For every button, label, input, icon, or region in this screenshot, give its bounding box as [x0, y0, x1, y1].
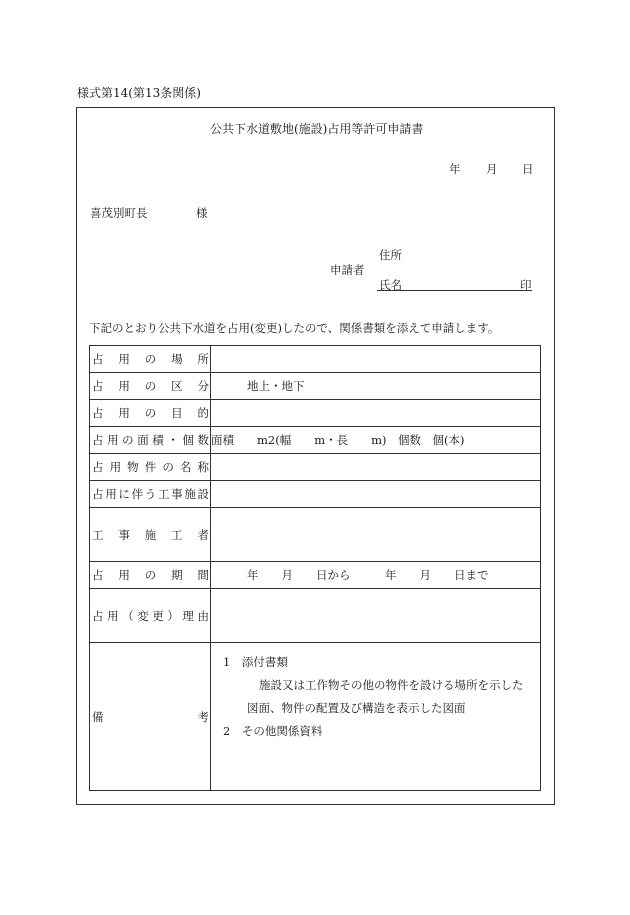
row-value[interactable]: 年 月 日から 年 月 日まで [211, 562, 541, 589]
remarks-item: 2 その他関係資料 [223, 724, 323, 738]
label-char: 用 [118, 379, 130, 393]
table-row [90, 508, 541, 562]
label-char: 工 [157, 487, 170, 501]
row-label [90, 373, 211, 400]
label-char: 伴 [131, 487, 144, 501]
table-row [90, 400, 541, 427]
label-char: 事 [118, 527, 130, 542]
remarks-item: 図面、物件の配置及び構造を表示した図面 [247, 701, 466, 715]
remarks-row [90, 643, 541, 791]
label-char: 理 [182, 608, 194, 623]
label-char: 占 [92, 568, 104, 582]
label-char: 件 [144, 460, 157, 474]
label-char: の [144, 379, 157, 393]
intro-text: 下記のとおり公共下水道を占用(変更)したので、関係書類を添えて申請します。 [89, 321, 500, 335]
label-char: 用 [109, 460, 122, 474]
label-char: 面 [137, 433, 149, 447]
label-char: 占 [92, 433, 104, 447]
label-char: ・ [167, 433, 179, 447]
row-value[interactable] [211, 589, 541, 643]
label-char: 所 [197, 352, 209, 366]
label-char: 用 [107, 433, 119, 447]
label-char: 施 [184, 487, 196, 501]
label-char: 者 [197, 527, 209, 542]
label-char: 更 [152, 608, 164, 623]
table-row [90, 427, 541, 454]
application-table [89, 345, 541, 791]
row-label [90, 454, 211, 481]
table-row [90, 454, 541, 481]
label-char: 間 [197, 568, 209, 582]
label-char: 工 [92, 527, 104, 542]
label-char: 区 [171, 379, 183, 393]
label-char: 占 [92, 487, 104, 501]
label-char: 占 [92, 352, 104, 366]
label-char: 用 [118, 352, 130, 366]
label-char: に [118, 487, 130, 501]
label-char: 期 [171, 568, 183, 582]
row-value[interactable] [211, 454, 541, 481]
label-char: 用 [118, 568, 130, 582]
label-char: 占 [92, 379, 104, 393]
row-label [90, 562, 211, 589]
label-char: （ [122, 608, 134, 623]
label-char: 称 [197, 460, 209, 474]
row-value[interactable] [211, 508, 541, 562]
label-char: う [144, 487, 157, 501]
row-value[interactable]: 面積 m2(幅 m・長 m) 個数 個(本) [211, 427, 541, 454]
label-char: 考 [197, 709, 209, 724]
row-label [90, 427, 211, 454]
row-label [90, 508, 211, 562]
label-char: 名 [179, 460, 192, 474]
label-char: の [144, 352, 157, 366]
label-char: 占 [92, 406, 104, 420]
table-row [90, 589, 541, 643]
remarks-value[interactable] [211, 643, 541, 791]
applicant-label: 申請者 [330, 263, 365, 277]
row-value[interactable]: 地上・地下 [211, 373, 541, 400]
date-day: 日 [522, 162, 534, 176]
row-value[interactable] [211, 346, 541, 373]
applicant-name-label: 氏名 [379, 278, 402, 292]
row-label [90, 481, 211, 508]
label-char: 数 [197, 433, 209, 447]
remarks-label [90, 643, 211, 791]
table-row [90, 346, 541, 373]
label-char: 目 [171, 406, 183, 420]
label-char: 分 [197, 379, 209, 393]
row-label [90, 346, 211, 373]
applicant-seal: 印 [520, 278, 532, 292]
applicant-name-line [377, 290, 532, 291]
form-title: 公共下水道敷地(施設)占用等許可申請書 [210, 122, 424, 136]
label-char: 占 [92, 460, 104, 474]
date-year: 年 [449, 162, 461, 176]
label-char: 備 [92, 709, 104, 724]
addressee-honorific: 様 [196, 206, 208, 220]
row-value[interactable] [211, 481, 541, 508]
label-char: 事 [171, 487, 183, 501]
table-row [90, 481, 541, 508]
label-char: 的 [197, 406, 209, 420]
label-char: の [144, 406, 157, 420]
date-month: 月 [486, 162, 498, 176]
row-value[interactable] [211, 400, 541, 427]
label-char: 用 [105, 487, 117, 501]
label-char: 施 [144, 527, 157, 542]
remarks-item: 1 添付書類 [223, 655, 288, 669]
remarks-item: 施設又は工作物その他の物件を設ける場所を示した [259, 678, 524, 692]
row-label [90, 400, 211, 427]
label-char: 由 [197, 608, 209, 623]
label-char: 変 [137, 608, 149, 623]
label-char: 場 [171, 352, 183, 366]
row-label [90, 589, 211, 643]
label-char: 用 [107, 608, 119, 623]
label-char: 工 [171, 527, 183, 542]
label-char: 積 [152, 433, 164, 447]
label-char: 占 [92, 608, 104, 623]
form-number: 様式第14(第13条関係) [77, 86, 201, 100]
table-row [90, 562, 541, 589]
table-row [90, 373, 541, 400]
label-char: の [162, 460, 174, 474]
label-char: 物 [127, 460, 139, 474]
addressee-name: 喜茂別町長 [90, 206, 148, 220]
label-char: 設 [197, 487, 209, 501]
label-char: 用 [118, 406, 130, 420]
label-char: 個 [182, 433, 194, 447]
applicant-address-label: 住所 [379, 248, 402, 262]
label-char: の [122, 433, 134, 447]
label-char: ） [167, 608, 179, 623]
label-char: の [144, 568, 157, 582]
